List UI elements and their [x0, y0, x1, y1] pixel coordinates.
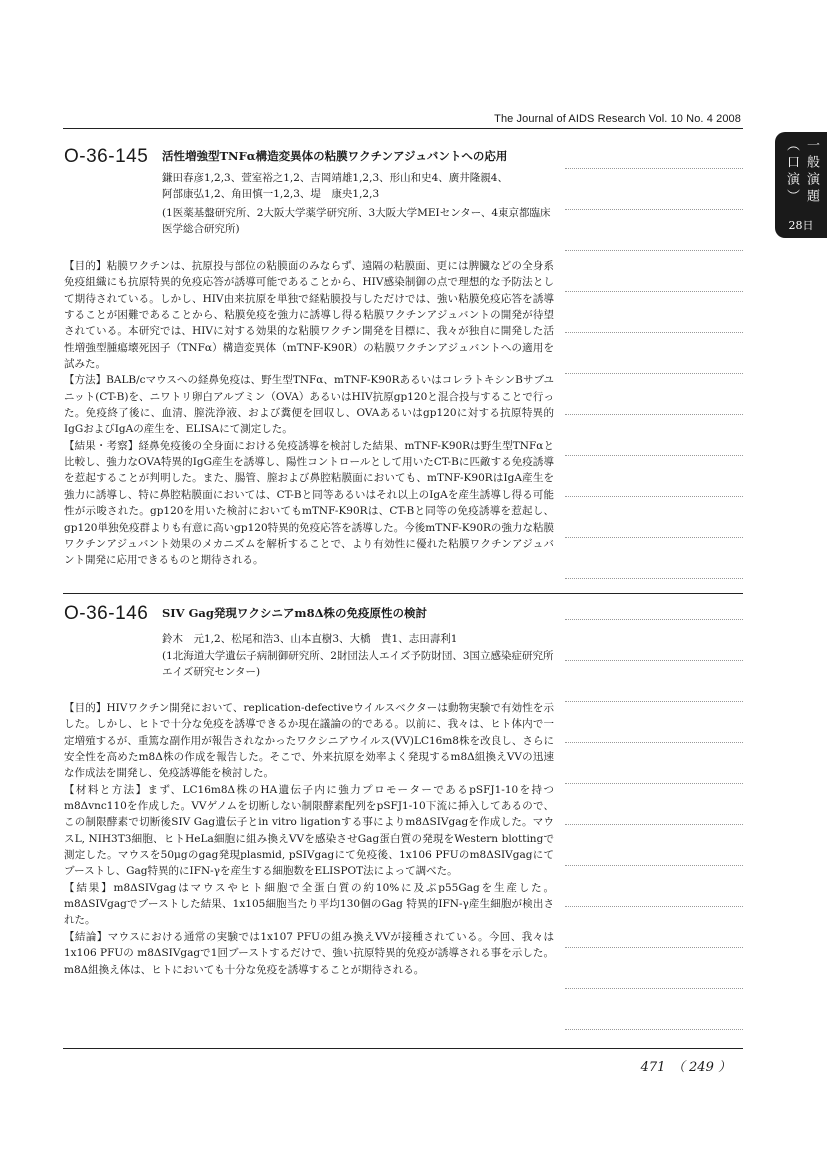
note-line	[565, 865, 743, 866]
section-tab	[775, 132, 827, 238]
journal-header: The Journal of AIDS Research Vol. 10 No. 4 2008	[494, 113, 741, 125]
abstract-title: 活性増強型TNFα構造変異体の粘膜ワクチンアジュバントへの応用	[162, 149, 508, 163]
section-tab-date: 28日	[788, 219, 814, 232]
abstract-purpose: 【目的】HIVワクチン開発において、replication-defectiveウイルスベクターは動物実験で有効性を示した。しかし、ヒトで十分な免疫を誘導できるか現在議論の的である。以前に、我々は、ヒト体内で一定増殖するが、重篤な副作用が報告されなかったワクシニアウイルス(VV)LC16m8株を改良し、さらに安全性を高めたm8Δ株の作成を報告した。そこで、外来抗原を効率よく発現するm8Δ組換えVVの迅速な作成法を開発し、免疫誘導能を検討した。	[64, 702, 554, 780]
note-line	[565, 742, 743, 743]
note-line	[565, 1029, 743, 1030]
abstract-body	[64, 258, 554, 569]
abstract-affiliation: (1北海道大学遺伝子病制御研究所、2財団法人エイズ予防財団、3国立感染症研究所エイズ研究センター)	[162, 650, 554, 678]
abstract-authors	[162, 631, 557, 647]
abstract-id: O-36-146	[64, 603, 149, 624]
abstract-results: 【結果・考察】経鼻免疫後の全身面における免疫誘導を検討した結果、mTNF-K90Rは野生型TNFαと比較し、強力なOVA特異的IgG産生を誘導し、陽性コントロールとして用いたCT-Bに匹敵する免疫誘導を惹起することが判明した。また、腸管、膣および鼻腔粘膜面においても、mTNF-K90RはIgA産生を強力に誘導し、特に鼻腔粘膜面においては、CT-Bと同等あるいはそれ以上のIgAを産生誘導し得る可能性が示唆された。gp120を用いた検討においてもmTNF-K90Rは、CT-Bと同等の免疫誘導を惹起し、gp120単独免疫群よりも有意に高いgp120特異的免疫応答を誘導した。今後mTNF-K90Rの強力な粘膜ワクチンアジュバント効果のメカニズムを解析することで、より有効性に優れた粘膜ワクチンアジュバント開発に応用できるものと期待される。	[64, 439, 554, 567]
abstract-results: 【結果】m8ΔSIVgagはマウスやヒト細胞で全蛋白質の約10%に及ぶp55Gagを生産した。m8ΔSIVgagでブーストした結果、1x105細胞当たり平均130個のGag 特異的IFN-γ産生細胞が検出された。	[64, 881, 554, 927]
section-tab-format: （口演）	[784, 138, 799, 206]
abstract-body	[64, 700, 554, 978]
authors-line: 鎌田春彦1,2,3、萱室裕之1,2、吉岡靖雄1,2,3、形山和史4、廣井隆親4、	[162, 172, 508, 184]
note-line	[565, 209, 743, 210]
header-rule	[63, 128, 743, 129]
note-line	[565, 578, 743, 579]
note-line	[565, 619, 743, 620]
note-line	[565, 906, 743, 907]
page-number: 471 （ 249 ）	[640, 1060, 731, 1075]
abstract-divider	[63, 593, 743, 594]
footer-rule	[63, 1048, 743, 1049]
authors-line: 阿部康弘1,2、角田慎一1,2,3、堤 康央1,2,3	[162, 188, 380, 200]
note-line	[565, 291, 743, 292]
abstract-id: O-36-145	[64, 146, 149, 167]
note-line	[565, 783, 743, 784]
note-line	[565, 660, 743, 661]
note-line	[565, 455, 743, 456]
abstract-purpose: 【目的】粘膜ワクチンは、抗原投与部位の粘膜面のみならず、遠隔の粘膜面、更には脾臓などの全身系免疫組織にも抗原特異的免疫応答が誘導可能であることから、HIV感染制御の点で理想的な予防法として期待されている。しかし、HIV由来抗原を単独で経粘膜投与しただけでは、強い粘膜免疫応答を誘導することが困難であることから、粘膜免疫を強力に誘導し得る粘膜ワクチンアジュバントの開発が待望されている。本研究では、HIVに対する効果的な粘膜ワクチン開発を目標に、我々が独自に開発した活性増強型腫瘍壊死因子（TNFα）構造変異体（mTNF-K90R）の粘膜ワクチンアジュバントへの適用を試みた。	[64, 260, 554, 371]
note-line	[565, 824, 743, 825]
note-line	[565, 373, 743, 374]
abstract-authors	[162, 170, 557, 202]
abstract-title: SIV Gag発現ワクシニアm8Δ株の免疫原性の検討	[162, 606, 428, 620]
note-line	[565, 332, 743, 333]
note-line	[565, 250, 743, 251]
note-line	[565, 988, 743, 989]
section-tab-category: 一般演題	[804, 138, 819, 206]
authors-line: 鈴木 元1,2、松尾和浩3、山本直樹3、大橋 貴1、志田壽利1	[162, 633, 458, 645]
abstract-methods: 【材料と方法】まず、LC16m8Δ株のHA遺伝子内に強力プロモーターであるpSFJ1-10を持つm8Δvnc110を作成した。VVゲノムを切断しない制限酵素配列をpSFJ1-10下流に挿入してあるので、この制限酵素で切断後SIV Gag遺伝子とin vitro ligationする事によりm8ΔSIVgagを作成した。マウスL, NIH3T3細胞、ヒトHeLa細胞に組み換えVVを感染させGag蛋白質の発現をWestern blottingで測定した。マウスを50μgのgag発現plasmid, pSIVgagにて免疫後、1x106 PFUのm8ΔSIVgagにてブーストし、Gag特異的にIFN-γを産生する細胞数をELISPOT法によって調べた。	[64, 783, 554, 878]
note-line	[565, 537, 743, 538]
note-line	[565, 496, 743, 497]
note-line	[565, 414, 743, 415]
abstract-methods: 【方法】BALB/cマウスへの経鼻免疫は、野生型TNFα、mTNF-K90RあるいはコレラトキシンBサブユニット(CT-B)を、ニワトリ卵白アルブミン（OVA）あるいはHIV抗原gp120と混合投与することで行った。免疫終了後に、血清、膣洗浄液、および糞便を回収し、OVAあるいはgp120に対する抗原特異的IgGおよびIgAの産生を、ELISAにて測定した。	[64, 374, 554, 436]
abstract-conclusion: 【結論】マウスにおける通常の実験では1x107 PFUの組み換えVVが接種されている。今回、我々は1x106 PFUの m8ΔSIVgagで1回ブーストするだけで、強い抗原特異的免疫が誘導される事を示した。m8Δ組換え体は、ヒトにおいても十分な免疫を誘導することが期待される。	[64, 930, 554, 976]
note-line	[565, 947, 743, 948]
note-line	[565, 701, 743, 702]
abstract-affiliation: (1医薬基盤研究所、2大阪大学薬学研究所、3大阪大学MEIセンター、4東京都臨床医学総合研究所)	[162, 207, 551, 235]
note-line	[565, 168, 743, 169]
